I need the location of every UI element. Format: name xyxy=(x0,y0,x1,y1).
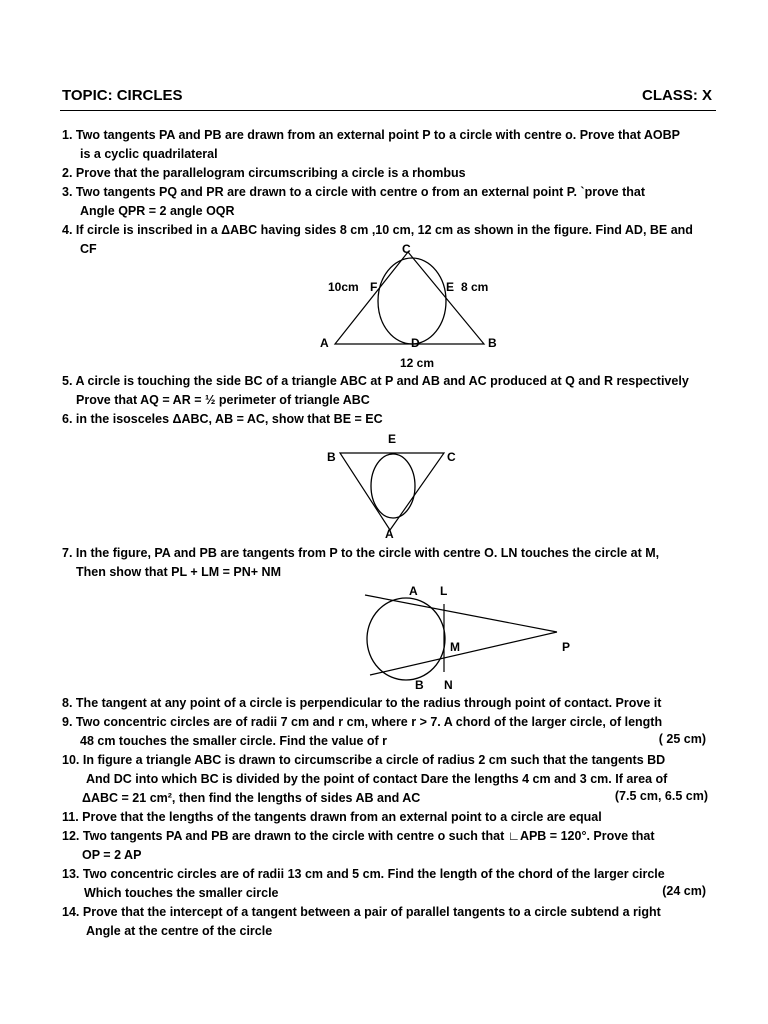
question-line: In figure a triangle ABC is drawn to circumscribe a circle of radius 2 cm such that the tangents BD xyxy=(82,753,666,767)
question-number: 14. xyxy=(62,905,80,919)
question-line: 48 cm touches the smaller circle. Find the value of r xyxy=(80,734,388,748)
question-number: 7. xyxy=(62,546,73,560)
label-side-left: 10cm xyxy=(328,280,359,294)
question-number: 12. xyxy=(62,829,80,843)
question-13 xyxy=(62,865,665,903)
question-line: Two tangents PA and PB are drawn to the circle with centre o such that ∟APB = 120°. Prove that xyxy=(82,829,655,843)
question-line: in the isosceles ΔABC, AB = AC, show that BE = EC xyxy=(75,412,383,426)
question-line: A circle is touching the side BC of a triangle ABC at P and AB and AC produced at Q and R respectively xyxy=(75,374,689,388)
question-line: Prove that AQ = AR = ½ perimeter of triangle ABC xyxy=(76,393,370,407)
label-a: A xyxy=(385,527,394,541)
label-d: D xyxy=(411,336,420,350)
label-f: F xyxy=(370,280,378,294)
label-side-bottom: 12 cm xyxy=(400,356,435,370)
answer-9: ( 25 cm) xyxy=(658,732,706,746)
question-number: 6. xyxy=(62,412,73,426)
question-14 xyxy=(62,903,661,941)
question-line: And DC into which BC is divided by the point of contact Dare the lengths 4 cm and 3 cm. If area of xyxy=(86,772,668,786)
tangent-pb xyxy=(370,632,557,675)
question-line: Angle at the centre of the circle xyxy=(86,924,273,938)
class-label: CLASS: X xyxy=(641,87,712,104)
question-number: 11. xyxy=(62,810,79,824)
question-9 xyxy=(62,713,662,751)
question-12 xyxy=(62,827,655,865)
topic-title: TOPIC: CIRCLES xyxy=(62,87,183,104)
question-line: Prove that the lengths of the tangents drawn from an external point to a circle are equal xyxy=(82,810,602,824)
question-number: 4. xyxy=(62,223,73,237)
question-line: Two concentric circles are of radii 7 cm and r cm, where r > 7. A chord of the larger circle, of length xyxy=(75,715,663,729)
question-number: 3. xyxy=(62,185,73,199)
label-e: E xyxy=(388,432,397,446)
question-number: 1. xyxy=(62,128,73,142)
label-a: A xyxy=(320,336,329,350)
label-a: A xyxy=(409,584,418,598)
answer-10: (7.5 cm, 6.5 cm) xyxy=(614,789,708,803)
question-line: Prove that the intercept of a tangent between a pair of parallel tangents to a circle subtend a right xyxy=(82,905,661,919)
question-line: Prove that the parallelogram circumscribing a circle is a rhombus xyxy=(75,166,466,180)
question-number: 8. xyxy=(62,696,73,710)
question-number: 2. xyxy=(62,166,73,180)
label-b: B xyxy=(488,336,497,350)
question-line: ΔABC = 21 cm², then find the lengths of sides AB and AC xyxy=(82,791,421,805)
tangent-pa xyxy=(365,595,557,632)
label-e: E xyxy=(446,280,455,294)
question-line: Which touches the smaller circle xyxy=(84,886,279,900)
label-b: B xyxy=(327,450,336,464)
label-c: C xyxy=(402,242,411,256)
question-number: 10. xyxy=(62,753,80,767)
question-11 xyxy=(62,808,602,827)
question-number: 9. xyxy=(62,715,73,729)
question-line: Angle QPR = 2 angle OQR xyxy=(80,204,235,218)
label-n: N xyxy=(444,678,453,692)
circle xyxy=(367,598,445,680)
question-line: The tangent at any point of a circle is perpendicular to the radius through point of contact. Prove it xyxy=(75,696,662,710)
question-8 xyxy=(62,694,661,713)
question-line: Two concentric circles are of radii 13 cm and 5 cm. Find the length of the chord of the larger circle xyxy=(82,867,665,881)
question-line: Then show that PL + LM = PN+ NM xyxy=(76,565,281,579)
question-line: is a cyclic quadrilateral xyxy=(80,147,218,161)
question-10 xyxy=(62,751,667,808)
question-line: Two tangents PA and PB are drawn from an external point P to a circle with centre o. Prove that AOBP xyxy=(75,128,680,142)
label-p: P xyxy=(562,640,571,654)
question-number: 5. xyxy=(62,374,73,388)
question-line: In the figure, PA and PB are tangents from P to the circle with centre O. LN touches the circle at M, xyxy=(75,546,660,560)
label-side-right: 8 cm xyxy=(461,280,489,294)
question-number: 13. xyxy=(62,867,80,881)
label-l: L xyxy=(440,584,448,598)
question-line: If circle is inscribed in a ΔABC having sides 8 cm ,10 cm, 12 cm as shown in the figure. Find AD, BE and xyxy=(75,223,693,237)
question-line: Two tangents PQ and PR are drawn to a circle with centre o from an external point P. `prove that xyxy=(75,185,646,199)
question-line: OP = 2 AP xyxy=(82,848,142,862)
question-line: CF xyxy=(80,242,97,256)
label-m: M xyxy=(450,640,460,654)
label-b: B xyxy=(415,678,424,692)
label-c: C xyxy=(447,450,456,464)
answer-13: (24 cm) xyxy=(662,884,706,898)
